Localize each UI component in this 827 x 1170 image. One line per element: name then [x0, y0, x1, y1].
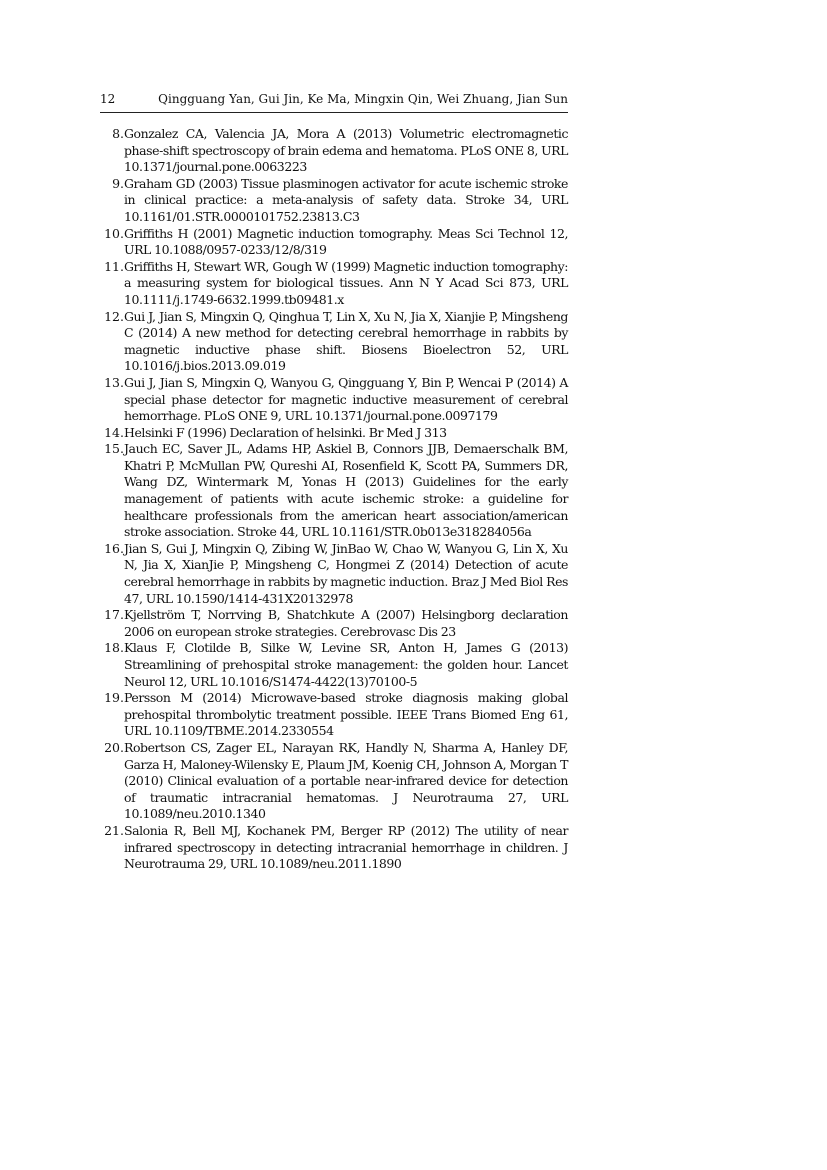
reference-list	[100, 126, 568, 873]
running-head-authors: Qingguang Yan, Gui Jin, Ke Ma, Mingxin Qin, Wei Zhuang, Jian Sun	[158, 92, 568, 106]
reference-item	[100, 690, 568, 740]
reference-item	[100, 126, 568, 176]
reference-item	[100, 740, 568, 823]
reference-number: 21.	[104, 822, 124, 838]
reference-text: Gui J, Jian S, Mingxin Q, Qinghua T, Lin X, Xu N, Jia X, Xianjie P, Mingsheng C (2014) A new method for detecting cerebral hemorrhage in rabbits by magnetic inductive phase shift. Biosens Bioelectron 52, URL 10.1016/j.bios.2013.09.019	[124, 308, 568, 374]
reference-text: Graham GD (2003) Tissue plasminogen activator for acute ischemic stroke in clinical practice: a meta-analysis of safety data. Stroke 34, URL 10.1161/01.STR.0000101752.23813.C3	[124, 175, 568, 224]
reference-number: 14.	[104, 424, 124, 440]
reference-item	[100, 425, 568, 442]
reference-item	[100, 441, 568, 541]
reference-item	[100, 176, 568, 226]
reference-text: Persson M (2014) Microwave-based stroke diagnosis making global prehospital thrombolytic treatment possible. IEEE Trans Biomed Eng 61, URL 10.1109/TBME.2014.2330554	[124, 690, 568, 739]
reference-text: Griffiths H (2001) Magnetic induction tomography. Meas Sci Technol 12, URL 10.1088/0957-0233/12/8/319	[124, 225, 568, 258]
page-number: 12	[100, 92, 116, 106]
reference-item	[100, 226, 568, 259]
reference-text: Griffiths H, Stewart WR, Gough W (1999) Magnetic induction tomography: a measuring system for biological tissues. Ann N Y Acad Sci 873, URL 10.1111/j.1749-6632.1999.tb09481.x	[124, 258, 568, 307]
reference-text: Kjellström T, Norrving B, Shatchkute A (2007) Helsingborg declaration 2006 on european stroke strategies. Cerebrovasc Dis 23	[124, 607, 568, 639]
reference-number: 12.	[104, 308, 124, 324]
reference-number: 10.	[104, 225, 124, 241]
reference-text: Salonia R, Bell MJ, Kochanek PM, Berger RP (2012) The utility of near infrared spectroscopy in detecting intracranial hemorrhage in children. J Neurotrauma 29, URL 10.1089/neu.2011.1890	[124, 822, 568, 872]
reference-item	[100, 541, 568, 607]
reference-number: 13.	[104, 374, 124, 390]
reference-item	[100, 259, 568, 309]
reference-text: Jauch EC, Saver JL, Adams HP, Askiel B, Connors JJB, Demaerschalk BM, Khatri P, McMullan PW, Qureshi AI, Rosenfield K, Scott PA, Summers DR, Wang DZ, Wintermark M, Yonas H (2013) Guidelines for the early management of patients with acute ischemic stroke: a guideline for healthcare professionals from the american heart association/american stroke association. Stroke 44, URL 10.1161/STR.0b013e318284056a	[124, 441, 568, 540]
reference-number: 17.	[104, 607, 124, 623]
reference-text: Jian S, Gui J, Mingxin Q, Zibing W, JinBao W, Chao W, Wanyou G, Lin X, Xu N, Jia X, XianJie P, Mingsheng C, Hongmei Z (2014) Detection of acute cerebral hemorrhage in rabbits by magnetic induction. Braz J Med Biol Res 47, URL 10.1590/1414-431X20132978	[124, 540, 568, 606]
reference-number: 9.	[112, 175, 124, 191]
reference-number: 8.	[112, 126, 124, 141]
reference-number: 19.	[104, 690, 124, 706]
reference-text: Gui J, Jian S, Mingxin Q, Wanyou G, Qingguang Y, Bin P, Wencai P (2014) A special phase detector for magnetic inductive measurement of cerebral hemorrhage. PLoS ONE 9, URL 10.1371/journal.pone.0097179	[124, 374, 568, 424]
reference-item	[100, 607, 568, 640]
reference-number: 20.	[104, 739, 124, 755]
reference-number: 11.	[104, 258, 124, 274]
reference-text: Gonzalez CA, Valencia JA, Mora A (2013) Volumetric electromagnetic phase-shift spectroscopy of brain edema and hematoma. PLoS ONE 8, URL 10.1371/journal.pone.0063223	[124, 126, 568, 175]
reference-item	[100, 309, 568, 375]
reference-number: 16.	[104, 540, 124, 556]
reference-item	[100, 823, 568, 873]
reference-text: Klaus F, Clotilde B, Silke W, Levine SR, Anton H, James G (2013) Streamlining of prehospital stroke management: the golden hour. Lancet Neurol 12, URL 10.1016/S1474-4422(13)70100-5	[124, 640, 568, 689]
reference-number: 18.	[104, 640, 124, 656]
reference-text: Helsinki F (1996) Declaration of helsinki. Br Med J 313	[124, 424, 447, 440]
page-header	[100, 88, 568, 113]
reference-item	[100, 640, 568, 690]
reference-number: 15.	[104, 441, 124, 457]
reference-item	[100, 375, 568, 425]
reference-text: Robertson CS, Zager EL, Narayan RK, Handly N, Sharma A, Hanley DF, Garza H, Maloney-Wilensky E, Plaum JM, Koenig CH, Johnson A, Morgan T (2010) Clinical evaluation of a portable near-infrared device for detection of traumatic intracranial hematomas. J Neurotrauma 27, URL 10.1089/neu.2010.1340	[124, 739, 568, 822]
